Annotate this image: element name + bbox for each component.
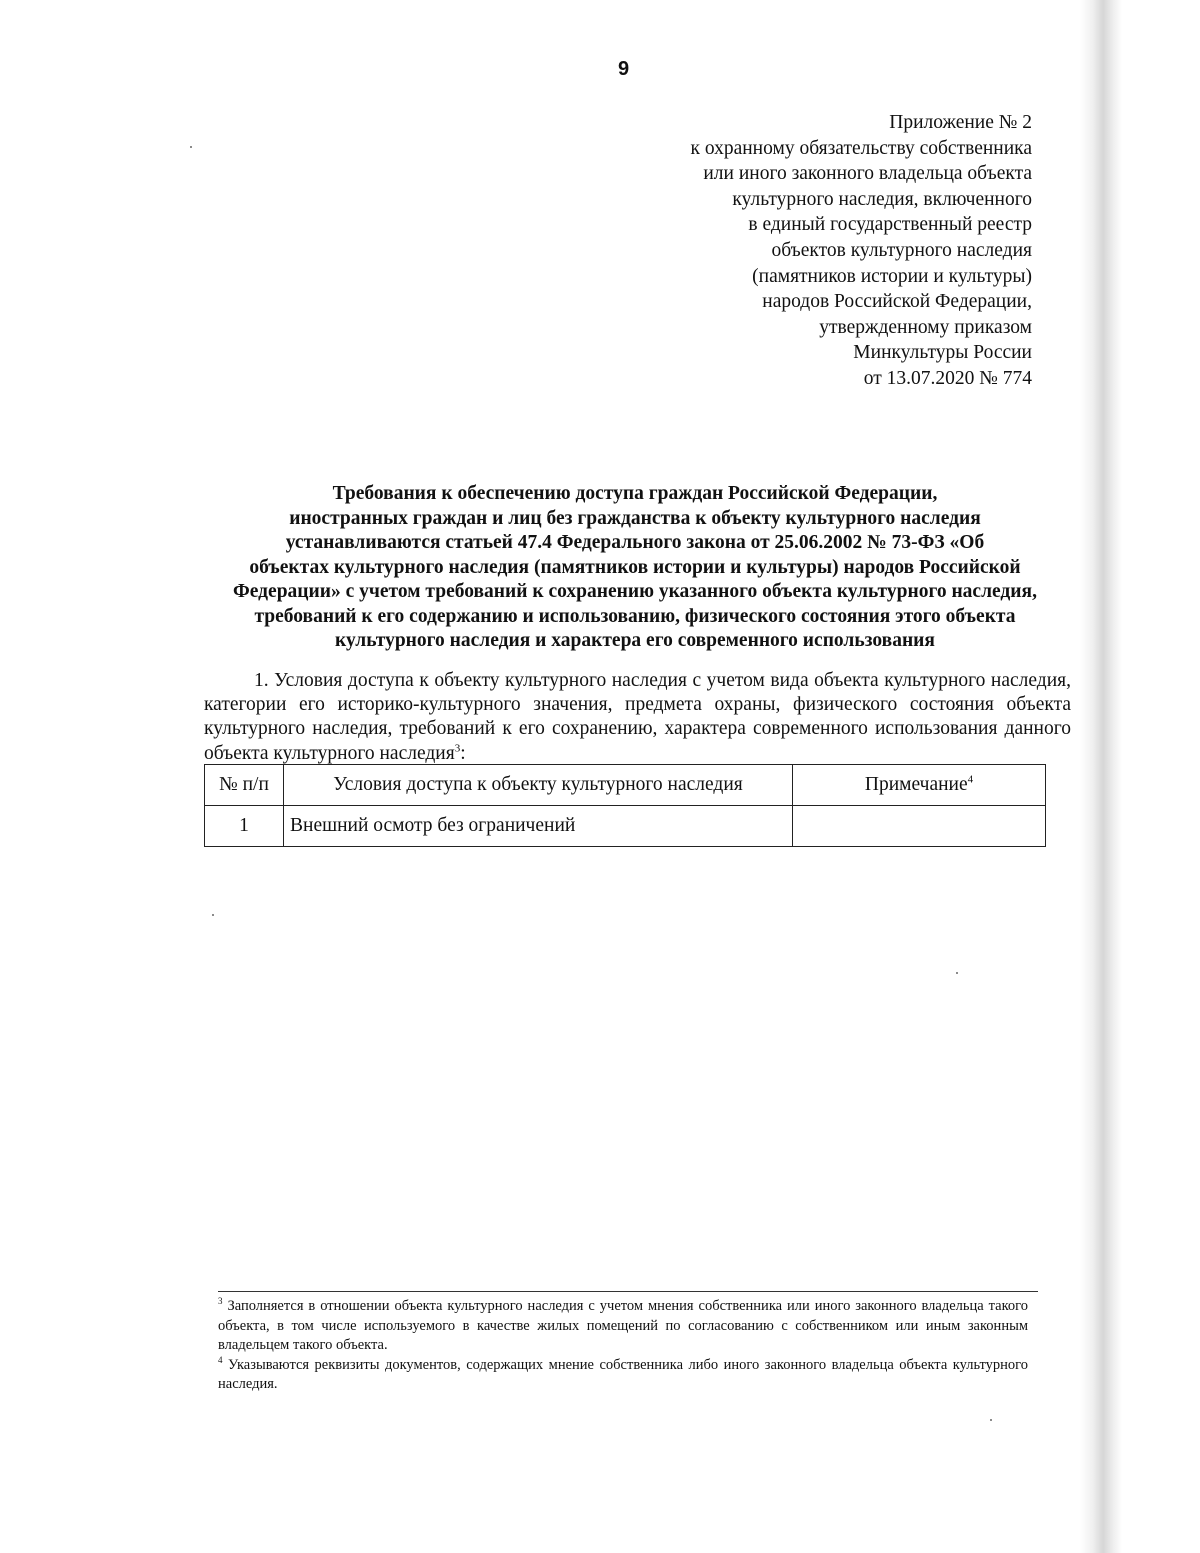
- cell-note: [793, 806, 1046, 847]
- footnote-ref-4: 4: [967, 773, 974, 786]
- appendix-line: к охранному обязательству собственника: [690, 137, 1032, 159]
- header-note: [793, 765, 1046, 806]
- footnote-separator: [218, 1291, 1038, 1292]
- footnote-mark: 4: [218, 1354, 223, 1365]
- footnote-4: [218, 1356, 1028, 1395]
- paragraph-access-conditions: [204, 669, 1071, 766]
- appendix-line: или иного законного владельца объекта: [703, 163, 1032, 185]
- header-number: № п/п: [205, 765, 284, 806]
- table-header-row: [205, 765, 1046, 806]
- document-title: [200, 482, 1070, 654]
- access-conditions-table: [204, 764, 1046, 847]
- scan-speck: [190, 146, 192, 148]
- footnote-mark: 3: [218, 1296, 223, 1307]
- appendix-line: объектов культурного наследия: [771, 239, 1032, 261]
- header-conditions: Условия доступа к объекту культурного наследия: [284, 765, 793, 806]
- appendix-line: от 13.07.2020 № 774: [863, 367, 1032, 389]
- title-line: устанавливаются статьей 47.4 Федерального закона от 25.06.2002 № 73-ФЗ «Об: [285, 532, 985, 553]
- appendix-header: [512, 110, 1032, 392]
- title-line: Федерации» с учетом требований к сохранению указанного объекта культурного наследия,: [233, 581, 1037, 602]
- cell-conditions: Внешний осмотр без ограничений: [284, 806, 793, 847]
- footnotes: [218, 1297, 1028, 1395]
- appendix-line: культурного наследия, включенного: [732, 188, 1032, 210]
- appendix-line: (памятников истории и культуры): [752, 265, 1032, 287]
- cell-number: 1: [205, 806, 284, 847]
- scan-speck: [990, 1419, 992, 1421]
- paragraph-end: :: [460, 742, 466, 764]
- table-row: [205, 806, 1046, 847]
- title-line: объектах культурного наследия (памятников истории и культуры) народов Российской: [249, 556, 1021, 578]
- page-number: 9: [618, 58, 630, 80]
- title-line: культурного наследия и характера его современного использования: [335, 630, 935, 651]
- appendix-line: народов Российской Федерации,: [762, 291, 1032, 313]
- scan-speck: [212, 914, 214, 916]
- scan-speck: [956, 972, 958, 974]
- header-note-label: Примечание: [864, 774, 968, 795]
- title-line: Требования к обеспечению доступа граждан Российской Федерации,: [332, 483, 938, 504]
- scan-edge-shadow: [1080, 0, 1122, 1553]
- title-line: требований к его содержанию и использованию, физического состояния этого объекта: [254, 605, 1016, 627]
- footnote-ref-3: 3: [454, 742, 461, 755]
- appendix-line: Минкультуры России: [853, 342, 1032, 364]
- title-line: иностранных граждан и лиц без гражданства к объекту культурного наследия: [289, 507, 981, 529]
- appendix-line: в единый государственный реестр: [748, 214, 1032, 236]
- appendix-line: Приложение № 2: [889, 112, 1032, 133]
- paragraph-text: 1. Условия доступа к объекту культурного наследия с учетом вида объекта культурного наследия, категории его историко-культурного значения, предмета охраны, физического состояния объекта культурного наследия, требований к его сохранению, характера современного использования данного объекта культурного наследия: [204, 670, 1071, 764]
- footnote-3: [218, 1297, 1028, 1356]
- appendix-line: утвержденному приказом: [819, 316, 1032, 338]
- footnote-text: Заполняется в отношении объекта культурного наследия с учетом мнения собственника или иного законного владельца такого объекта, в том числе используемого в качестве жилых помещений по согласованию с собственником или иным законным владельцем такого объекта.: [218, 1298, 1028, 1354]
- footnote-text: Указываются реквизиты документов, содержащих мнение собственника либо иного законного владельца объекта культурного наследия.: [218, 1356, 1028, 1393]
